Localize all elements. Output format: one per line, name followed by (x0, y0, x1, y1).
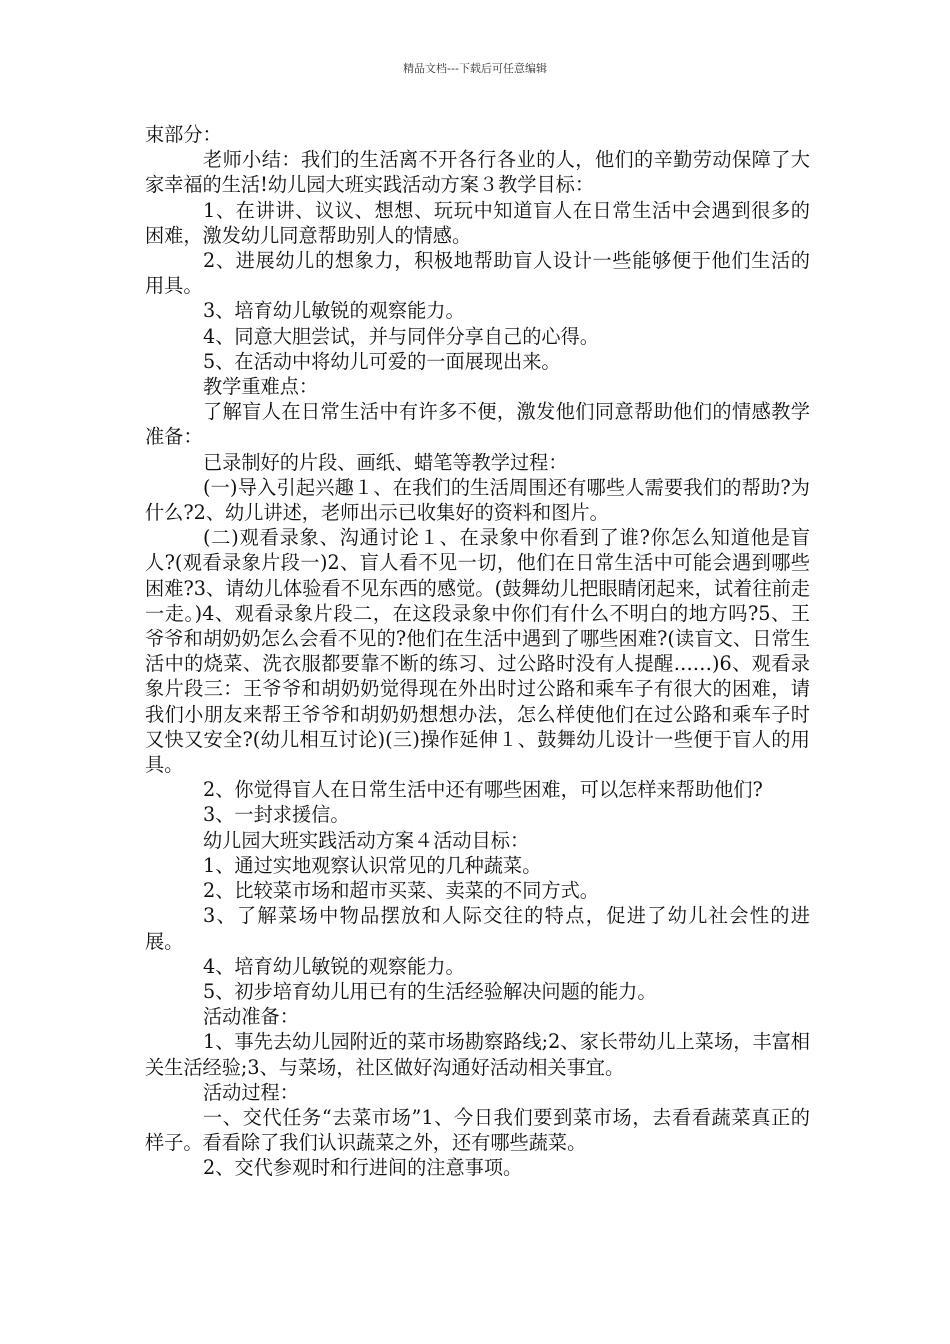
document-body (145, 122, 810, 1181)
paragraph: 活动过程： (203, 1080, 299, 1104)
paragraph: 4、培育幼儿敏锐的观察能力。 (203, 954, 465, 978)
paragraph: (一)导入引起兴趣１、在我们的生活周围还有哪些人需要我们的帮助?为什么?2、幼儿讲述，老师出示已收集好的资料和图片。 (145, 475, 810, 525)
paragraph: 老师小结：我们的生活离不开各行各业的人，他们的辛勤劳动保障了大家幸福的生活!幼儿园大班实践活动方案３教学目标： (145, 148, 810, 197)
paragraph: 1、事先去幼儿园附近的菜市场勘察路线;2、家长带幼儿上菜场，丰富相关生活经验;3、与菜场，社区做好沟通好活动相关事宜。 (145, 1030, 810, 1079)
paragraph: 2、比较菜市场和超市买菜、卖菜的不同方式。 (203, 879, 599, 903)
paragraph: 3、一封求援信。 (203, 803, 350, 827)
paragraph: 5、初步培育幼儿用已有的生活经验解决问题的能力。 (203, 979, 657, 1003)
page-header: 精品文档---下载后可任意编辑 (403, 62, 547, 75)
paragraph: 幼儿园大班实践活动方案４活动目标： (203, 828, 530, 852)
paragraph: 2、你觉得盲人在日常生活中还有哪些困难，可以怎样来帮助他们? (203, 778, 763, 802)
paragraph: 1、在讲讲、议议、想想、玩玩中知道盲人在日常生活中会遇到很多的困难，激发幼儿同意帮助别人的情感。 (145, 198, 810, 247)
paragraph: 2、进展幼儿的想象力，积极地帮助盲人设计一些能够便于他们生活的用具。 (145, 249, 810, 298)
paragraph: 5、在活动中将幼儿可爱的一面展现出来。 (203, 349, 561, 373)
paragraph: 束部分： (145, 123, 222, 146)
paragraph: (二)观看录象、沟通讨论１、在录象中你看到了谁?你怎么知道他是盲人?(观看录象片段一)2、盲人看不见一切，他们在日常生活中可能会遇到哪些困难?3、请幼儿体验看不见东西的感觉。(鼓舞幼儿把眼睛闭起来，试着往前走一走。)4、观看录象片段二，在这段录象中你们有什么不明白的地方吗?5、王爷爷和胡奶奶怎么会看不见的?他们在生活中遇到了哪些困难?(读盲文、日常生活中的烧菜、洗衣服都要靠不断的练习、过公路时没有人提醒……)6、观看录象片段三：王爷爷和胡奶奶觉得现在外出时过公路和乘车子有很大的困难，请我们小朋友来帮王爷爷和胡奶奶想想办法，怎么样使他们在过公路和乘车子时又快又安全?(幼儿相互讨论)(三)操作延伸１、鼓舞幼儿设计一些便于盲人的用具。 (145, 526, 810, 777)
paragraph: 已录制好的片段、画纸、蜡笔等教学过程： (203, 450, 568, 474)
paragraph: 1、通过实地观察认识常见的几种蔬菜。 (203, 853, 542, 877)
paragraph: 3、了解菜场中物品摆放和人际交往的特点，促进了幼儿社会性的进展。 (145, 904, 810, 953)
paragraph: 3、培育幼儿敏锐的观察能力。 (203, 299, 465, 323)
paragraph: 2、交代参观时和行进间的注意事项。 (203, 1156, 523, 1180)
paragraph: 一、交代任务“去菜市场”1、今日我们要到菜市场，去看看蔬菜真正的样子。看看除了我们认识蔬菜之外，还有哪些蔬菜。 (145, 1105, 810, 1155)
paragraph: 教学重难点： (203, 375, 319, 399)
paragraph: 活动准备： (203, 1005, 299, 1029)
paragraph: 4、同意大胆尝试，并与同伴分享自己的心得。 (203, 324, 599, 348)
paragraph: 了解盲人在日常生活中有许多不便，激发他们同意帮助他们的情感教学准备： (145, 400, 810, 449)
